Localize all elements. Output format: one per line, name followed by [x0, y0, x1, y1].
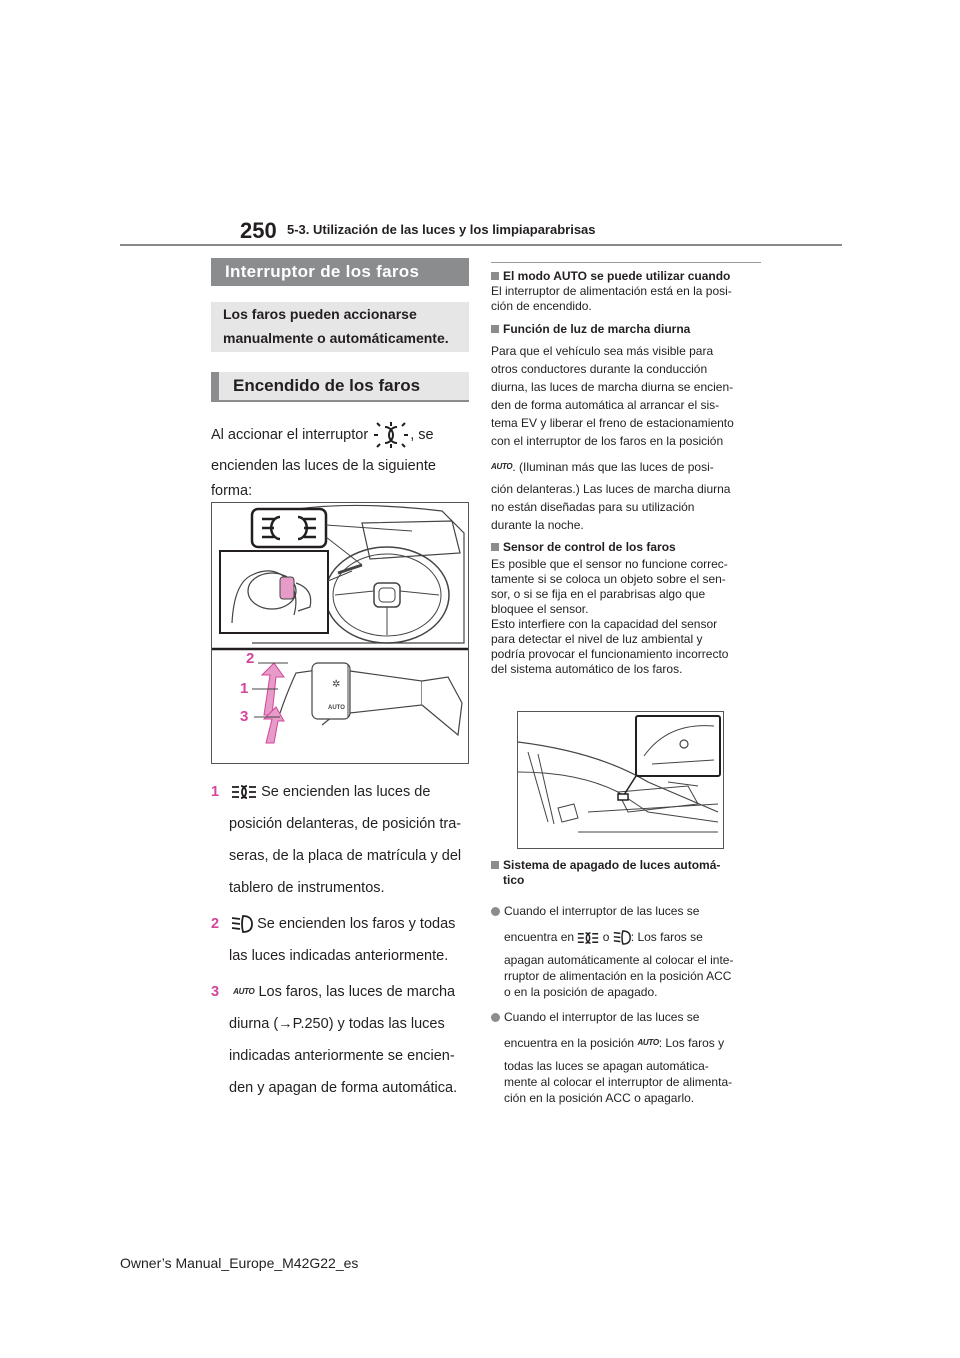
item-number: 2 — [211, 916, 220, 932]
figure-illustration — [212, 503, 468, 763]
position-lights-icon — [231, 784, 257, 800]
text: ción delanteras.) Las luces de marcha diurna — [491, 482, 731, 496]
auto-icon: AUTO — [233, 987, 255, 996]
text: indicadas anteriormente se encien- — [229, 1048, 455, 1064]
text: ción en la posición ACC o apagarlo. — [504, 1091, 695, 1105]
header-rule — [120, 244, 842, 246]
note-heading: Función de luz de marcha diurna — [491, 322, 761, 337]
text: posición delanteras, de posición tra- — [229, 816, 462, 832]
text: Los faros, las luces de marcha — [258, 984, 456, 1000]
text: o — [602, 930, 610, 944]
text: Se encienden los faros y todas — [257, 916, 456, 932]
text: ción de encendido. — [491, 299, 592, 313]
round-bullet-icon — [491, 1013, 500, 1022]
list-item — [211, 979, 473, 1101]
text: encuentra en — [504, 930, 575, 944]
text: tico — [503, 873, 525, 887]
text: todas las luces se apagan automática- — [504, 1059, 709, 1073]
text: diurna (→P.250) y todas las luces — [229, 1016, 445, 1032]
intro-box — [211, 302, 469, 352]
footer-text: Owner’s Manual_Europe_M42G22_es — [120, 1255, 359, 1271]
text: apagan automáticamente al colocar el inte- — [504, 953, 734, 967]
text: encienden las luces de la siguiente — [211, 458, 436, 474]
headlight-icon — [613, 930, 631, 945]
text: no están diseñadas para su utilización — [491, 500, 695, 514]
heading-main: Interruptor de los faros — [211, 258, 469, 286]
text: tema EV y liberar el freno de estacionamiento — [491, 416, 734, 430]
square-bullet-icon — [491, 543, 499, 551]
text: Para que el vehículo sea más visible para — [491, 344, 714, 358]
note-heading: Sistema de apagado de luces automá- — [491, 858, 761, 873]
right-column-lower — [491, 858, 761, 1106]
text: Al accionar el interruptor — [211, 426, 369, 443]
square-bullet-icon — [491, 861, 499, 869]
section-title: 5-3. Utilización de las luces y los limpiaparabrisas — [287, 222, 596, 237]
text: Es posible que el sensor no funcione correc- — [491, 557, 728, 571]
svg-text:✲: ✲ — [332, 679, 341, 690]
text: mente al colocar el interruptor de alimenta- — [504, 1075, 733, 1089]
intro-line: Los faros pueden accionarse — [223, 306, 417, 322]
text: podría provocar el funcionamiento incorrecto — [491, 647, 729, 661]
text: las luces indicadas anteriormente. — [229, 948, 449, 964]
text: tamente si se coloca un objeto sobre el sen- — [491, 572, 726, 586]
text: den y apagan de forma automática. — [229, 1080, 458, 1096]
fig-auto-label: AUTO — [328, 705, 345, 711]
text: otros conductores durante la conducción — [491, 362, 708, 376]
text: seras, de la placa de matrícula y del — [229, 848, 462, 864]
text: bloquee el sensor. — [491, 602, 589, 616]
square-bullet-icon — [491, 272, 499, 280]
figure-illustration — [518, 712, 723, 848]
bullet-item: Cuando el interruptor de las luces se — [491, 1008, 761, 1026]
text: . (Iluminan más que las luces de posi- — [512, 460, 714, 474]
square-bullet-icon — [491, 325, 499, 333]
text: durante la noche. — [491, 518, 584, 532]
figure-light-sensor — [517, 711, 724, 849]
subheading: Encendido de los faros — [211, 372, 469, 402]
fig-label-2: 2 — [246, 650, 255, 667]
text: diurna, las luces de marcha diurna se encien- — [491, 380, 734, 394]
round-bullet-icon — [491, 907, 500, 916]
text: sor, o si se fija en el parabrisas algo que — [491, 587, 706, 601]
item-list — [211, 779, 473, 1101]
text: Esto interfiere con la capacidad del sensor — [491, 617, 718, 631]
text: o en la posición de apagado. — [504, 985, 658, 999]
list-item — [211, 779, 473, 901]
note-heading: El modo AUTO se puede utilizar cuando — [491, 269, 761, 284]
paragraph-intro — [211, 422, 473, 503]
note-heading: Sensor de control de los faros — [491, 540, 761, 555]
text: den de forma automática al arrancar el sis- — [491, 398, 720, 412]
figure-headlight-switch — [211, 502, 469, 764]
intro-line: manualmente o automáticamente. — [223, 330, 449, 346]
text: : Los faros se — [630, 930, 703, 944]
position-lights-icon — [577, 931, 599, 945]
bullet-item: Cuando el interruptor de las luces se — [491, 902, 761, 920]
list-item — [211, 911, 473, 969]
item-number: 1 — [211, 784, 220, 800]
item-number: 3 — [211, 984, 220, 1000]
headlight-switch-icon — [372, 422, 410, 448]
page-number: 250 — [240, 218, 277, 243]
auto-icon: AUTO — [637, 1038, 659, 1047]
text: rruptor de alimentación en la posición ACC — [504, 969, 732, 983]
text: para detectar el nivel de luz ambiental y — [491, 632, 703, 646]
text: forma: — [211, 483, 253, 499]
text: Se encienden las luces de — [261, 784, 431, 800]
text: , se — [410, 426, 434, 443]
text: El interruptor de alimentación está en la posi- — [491, 284, 732, 298]
text: tablero de instrumentos. — [229, 880, 385, 896]
text: encuentra en la posición — [504, 1036, 635, 1050]
fig-label-3: 3 — [240, 708, 249, 725]
fig-label-1: 1 — [240, 680, 249, 697]
divider — [491, 262, 761, 263]
right-column — [491, 262, 761, 677]
auto-icon: AUTO — [491, 462, 513, 471]
text: del sistema automático de los faros. — [491, 662, 683, 676]
headlight-icon — [231, 915, 253, 933]
text: con el interruptor de los faros en la posición — [491, 434, 724, 448]
text: : Los faros y — [658, 1036, 725, 1050]
